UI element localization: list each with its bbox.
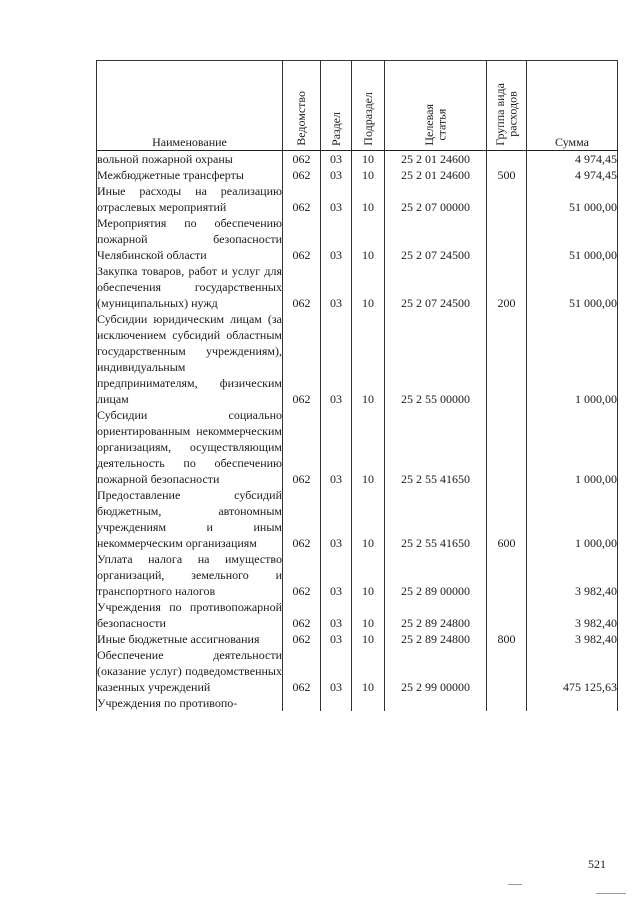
table-row xyxy=(97,215,618,263)
row-summa: 51 000,00 xyxy=(527,183,618,215)
table-row xyxy=(97,695,618,711)
row-razdel xyxy=(321,695,352,711)
row-razdel: 03 xyxy=(321,551,352,599)
table-row xyxy=(97,647,618,695)
row-podrazdel: 10 xyxy=(352,151,385,168)
row-podrazdel: 10 xyxy=(352,167,385,183)
row-podrazdel: 10 xyxy=(352,263,385,311)
table-row xyxy=(97,183,618,215)
row-podrazdel: 10 xyxy=(352,183,385,215)
row-summa: 1 000,00 xyxy=(527,311,618,407)
row-vedomstvo: 062 xyxy=(283,151,321,168)
header-summa: Сумма xyxy=(527,61,618,151)
row-razdel: 03 xyxy=(321,647,352,695)
row-tselevaya-statya: 25 2 07 24500 xyxy=(385,263,487,311)
row-tselevaya-statya: 25 2 89 00000 xyxy=(385,551,487,599)
row-summa: 475 125,63 xyxy=(527,647,618,695)
row-vedomstvo: 062 xyxy=(283,631,321,647)
row-razdel: 03 xyxy=(321,151,352,168)
row-name: Закупка товаров, работ и услуг для обеспечения государственных (муниципальных) нужд xyxy=(97,264,282,310)
row-podrazdel: 10 xyxy=(352,551,385,599)
row-tselevaya-statya: 25 2 55 41650 xyxy=(385,407,487,487)
table-row xyxy=(97,487,618,551)
row-tselevaya-statya: 25 2 89 24800 xyxy=(385,631,487,647)
row-summa: 51 000,00 xyxy=(527,215,618,263)
table-row xyxy=(97,551,618,599)
row-razdel: 03 xyxy=(321,215,352,263)
row-tselevaya-statya: 25 2 99 00000 xyxy=(385,647,487,695)
row-gruppa: 600 xyxy=(487,487,527,551)
row-vedomstvo: 062 xyxy=(283,183,321,215)
header-tselevaya-statya: Целевая статья xyxy=(385,61,487,151)
row-razdel: 03 xyxy=(321,167,352,183)
row-vedomstvo: 062 xyxy=(283,263,321,311)
table-row xyxy=(97,151,618,168)
table-row xyxy=(97,311,618,407)
row-vedomstvo xyxy=(283,695,321,711)
scan-speck xyxy=(596,893,626,894)
row-name: Мероприятия по обеспечению пожарной безопасности Челябинской области xyxy=(97,216,282,262)
row-name: Учреждения по противопожарной безопасности xyxy=(97,600,282,630)
row-summa: 1 000,00 xyxy=(527,487,618,551)
row-name: Межбюджетные трансферты xyxy=(97,167,283,183)
row-summa: 1 000,00 xyxy=(527,407,618,487)
row-summa: 3 982,40 xyxy=(527,551,618,599)
row-tselevaya-statya: 25 2 01 24600 xyxy=(385,151,487,168)
row-razdel: 03 xyxy=(321,311,352,407)
scan-speck xyxy=(508,884,522,885)
table-header xyxy=(97,61,618,151)
row-gruppa xyxy=(487,599,527,631)
header-gruppa-vida-rashodov: Группа вида расходов xyxy=(487,61,527,151)
row-razdel: 03 xyxy=(321,631,352,647)
row-razdel: 03 xyxy=(321,263,352,311)
row-podrazdel: 10 xyxy=(352,311,385,407)
row-tselevaya-statya: 25 2 89 24800 xyxy=(385,599,487,631)
row-vedomstvo: 062 xyxy=(283,647,321,695)
row-summa: 3 982,40 xyxy=(527,599,618,631)
row-podrazdel xyxy=(352,695,385,711)
header-podrazdel: Подраздел xyxy=(352,61,385,151)
row-vedomstvo: 062 xyxy=(283,215,321,263)
row-podrazdel: 10 xyxy=(352,631,385,647)
table-row xyxy=(97,407,618,487)
row-summa xyxy=(527,695,618,711)
row-summa: 3 982,40 xyxy=(527,631,618,647)
row-podrazdel: 10 xyxy=(352,647,385,695)
row-vedomstvo: 062 xyxy=(283,599,321,631)
row-tselevaya-statya: 25 2 07 24500 xyxy=(385,215,487,263)
row-podrazdel: 10 xyxy=(352,487,385,551)
row-podrazdel: 10 xyxy=(352,215,385,263)
row-name: Иные бюджетные ассигнования xyxy=(97,631,283,647)
table-row xyxy=(97,167,618,183)
page-number: 521 xyxy=(588,857,606,871)
row-summa: 51 000,00 xyxy=(527,263,618,311)
row-name: Учреждения по противопо- xyxy=(97,695,283,711)
row-vedomstvo: 062 xyxy=(283,167,321,183)
row-name: Субсидии социально ориентированным некоммерческим организациям, осуществляющим деятельность по обеспечению пожарной безопасности xyxy=(97,408,282,486)
row-summa: 4 974,45 xyxy=(527,167,618,183)
row-gruppa xyxy=(487,151,527,168)
row-gruppa: 200 xyxy=(487,263,527,311)
row-name: Уплата налога на имущество организаций, земельного и транспортного налогов xyxy=(97,552,282,598)
row-razdel: 03 xyxy=(321,407,352,487)
row-name: Предоставление субсидий бюджетным, автономным учреждениям и иным некоммерческим организациям xyxy=(97,488,282,550)
row-gruppa xyxy=(487,551,527,599)
row-name: Иные расходы на реализацию отраслевых мероприятий xyxy=(97,184,282,214)
header-vedomstvo: Ведомство xyxy=(283,61,321,151)
budget-table xyxy=(96,60,618,711)
row-razdel: 03 xyxy=(321,599,352,631)
row-name: вольной пожарной охраны xyxy=(97,151,283,168)
table-row xyxy=(97,599,618,631)
row-tselevaya-statya: 25 2 55 41650 xyxy=(385,487,487,551)
row-vedomstvo: 062 xyxy=(283,311,321,407)
row-summa: 4 974,45 xyxy=(527,151,618,168)
row-podrazdel: 10 xyxy=(352,599,385,631)
row-gruppa: 800 xyxy=(487,631,527,647)
row-podrazdel: 10 xyxy=(352,407,385,487)
header-razdel: Раздел xyxy=(321,61,352,151)
row-razdel: 03 xyxy=(321,487,352,551)
row-gruppa xyxy=(487,311,527,407)
row-razdel: 03 xyxy=(321,183,352,215)
header-name: Наименование xyxy=(97,61,283,151)
row-gruppa xyxy=(487,183,527,215)
row-tselevaya-statya: 25 2 55 00000 xyxy=(385,311,487,407)
row-name: Субсидии юридическим лицам (за исключением субсидий областным государственным учреждениям), индивидуальным предпринимателям, физическим лицам xyxy=(97,312,282,406)
row-name: Обеспечение деятельности (оказание услуг) подведомственных казенных учреждений xyxy=(97,648,282,694)
table-body xyxy=(97,151,618,712)
row-vedomstvo: 062 xyxy=(283,551,321,599)
row-gruppa xyxy=(487,215,527,263)
row-tselevaya-statya: 25 2 07 00000 xyxy=(385,183,487,215)
row-gruppa: 500 xyxy=(487,167,527,183)
row-gruppa xyxy=(487,407,527,487)
row-vedomstvo: 062 xyxy=(283,487,321,551)
row-vedomstvo: 062 xyxy=(283,407,321,487)
row-gruppa xyxy=(487,647,527,695)
table-row xyxy=(97,631,618,647)
row-tselevaya-statya xyxy=(385,695,487,711)
row-tselevaya-statya: 25 2 01 24600 xyxy=(385,167,487,183)
table-row xyxy=(97,263,618,311)
row-gruppa xyxy=(487,695,527,711)
